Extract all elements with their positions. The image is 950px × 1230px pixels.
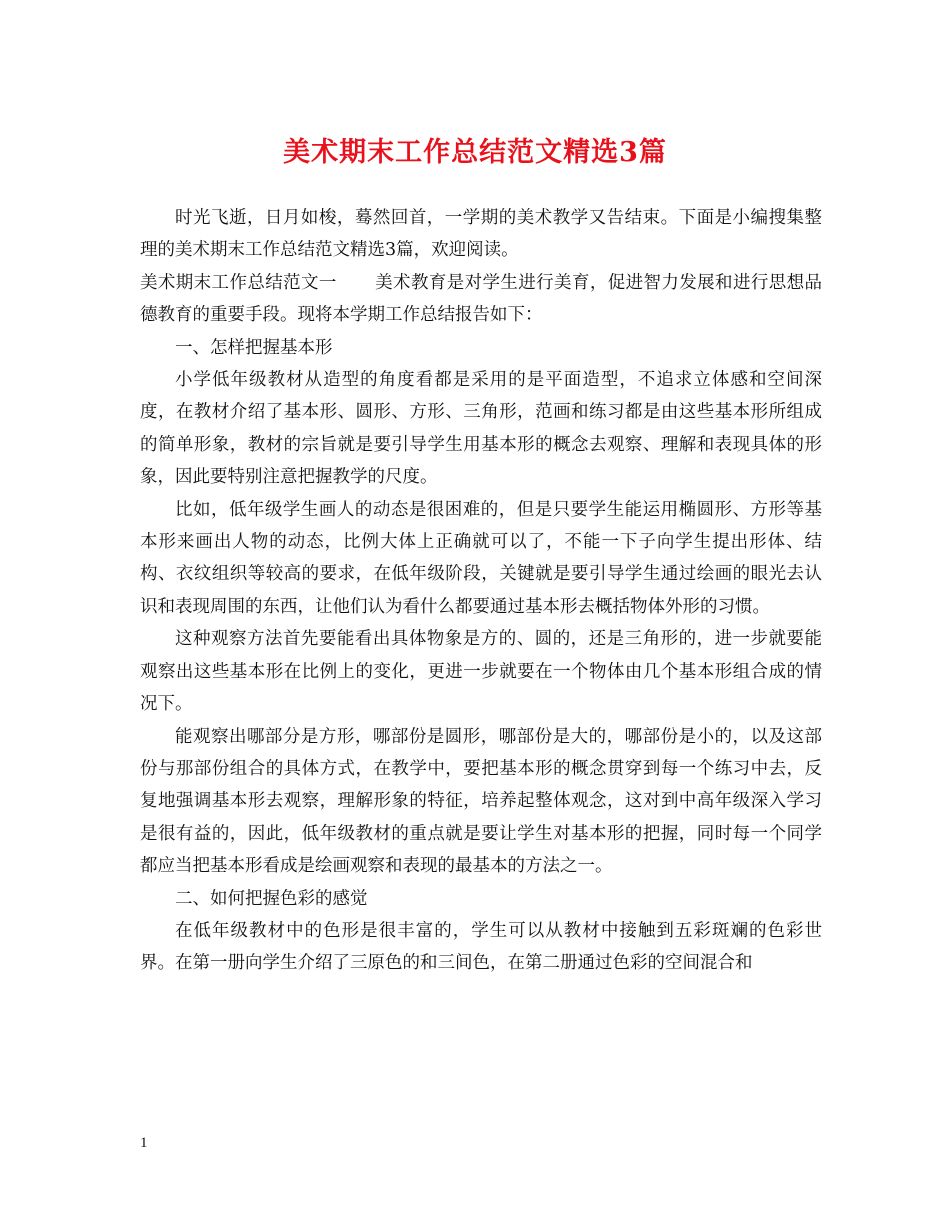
body-paragraph-3: 这种观察方法首先要能看出具体物象是方的、圆的，还是三角形的，进一步就要能观察出这些基本形在比例上的变化，更进一步就要在一个物体由几个基本形组合成的情况下。 xyxy=(140,629,822,715)
body-paragraph-4: 能观察出哪部分是方形，哪部份是圆形，哪部份是大的，哪部份是小的，以及这部份与那部份组合的具体方式，在教学中，要把基本形的概念贯穿到每一个练习中去，反复地强调基本形去观察，理解形象的特征，培养起整体观念，这对到中高年级深入学习是很有益的，因此，低年级教材的重点就是要让学生对基本形的把握，同时每一个同学都应当把基本形看成是绘画观察和表现的最基本的方法之一。 xyxy=(140,726,822,877)
section-heading-2: 二、如何把握色彩的感觉 xyxy=(175,888,368,909)
article-first-paragraph xyxy=(140,267,822,332)
article-label: 美术期末工作总结范文一 xyxy=(140,272,337,293)
article-lead: 美术教育是对学生进行美育，促进智力发展和进行思想品德教育的重要手段。现将本学期工作总结报告如下： xyxy=(140,272,823,326)
intro-paragraph: 时光飞逝，日月如梭，蓦然回首，一学期的美术教学又告结束。下面是小编搜集整理的美术期末工作总结范文精选3篇，欢迎阅读。 xyxy=(140,208,822,261)
document-body xyxy=(140,202,822,980)
page-number: 1 xyxy=(140,1135,148,1151)
body-paragraph-2: 比如，低年级学生画人的动态是很困难的，但是只要学生能运用椭圆形、方形等基本形来画出人物的动态，比例大体上正确就可以了，不能一下子向学生提出形体、结构、衣纹组织等较高的要求，在低年级阶段，关键就是要引导学生通过绘画的眼光去认识和表现周围的东西，让他们认为看什么都要通过基本形去概括物体外形的习惯。 xyxy=(140,499,822,617)
body-paragraph-1: 小学低年级教材从造型的角度看都是采用的是平面造型，不追求立体感和空间深度，在教材介绍了基本形、圆形、方形、三角形，范画和练习都是由这些基本形所组成的简单形象，教材的宗旨就是要引导学生用基本形的概念去观察、理解和表现具体的形象，因此要特别注意把握教学的尺度。 xyxy=(140,370,822,488)
document-title: 美术期末工作总结范文精选3篇 xyxy=(283,137,667,168)
section-heading-1: 一、怎样把握基本形 xyxy=(175,337,333,358)
body-paragraph-5: 在低年级教材中的色形是很丰富的，学生可以从教材中接触到五彩斑斓的色彩世界。在第一册向学生介绍了三原色的和三间色，在第二册通过色彩的空间混合和 xyxy=(140,920,822,974)
